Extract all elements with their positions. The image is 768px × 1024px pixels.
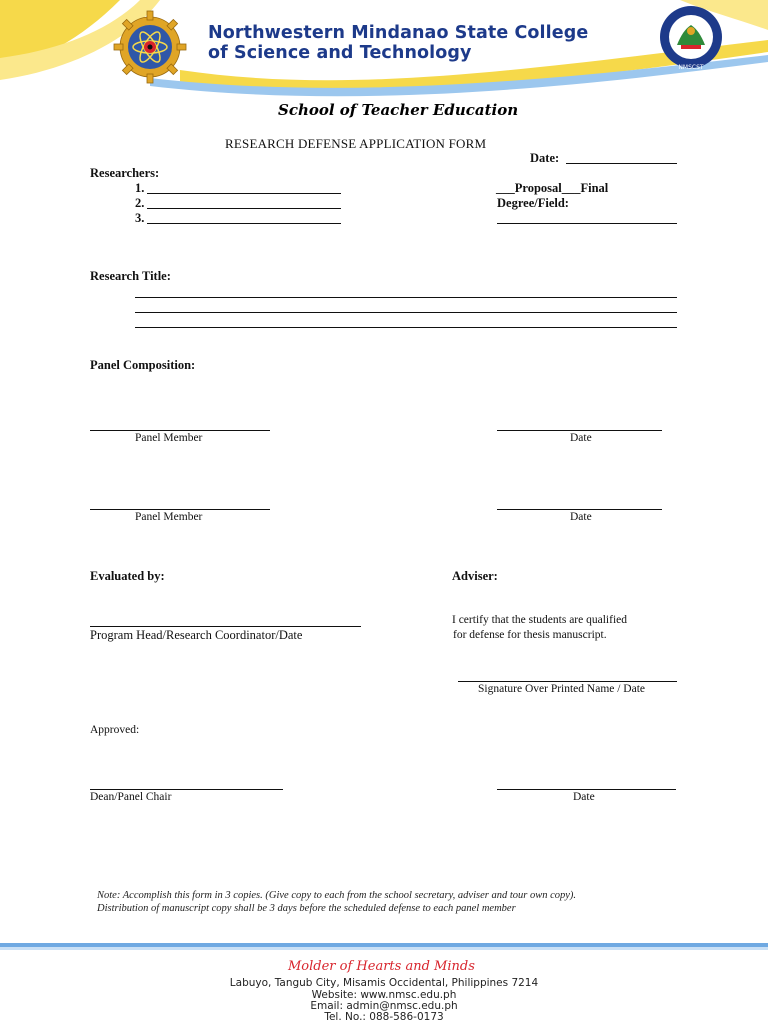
form-title: RESEARCH DEFENSE APPLICATION FORM [225, 136, 487, 151]
panel-composition-label: Panel Composition: [90, 358, 196, 372]
footer-divider-light [0, 947, 768, 950]
college-name-line1: Northwestern Mindanao State College [208, 23, 589, 43]
school-name: School of Teacher Education [278, 101, 519, 119]
approved-label: Approved: [90, 724, 140, 736]
researcher-1-line[interactable] [147, 193, 341, 194]
certify-text-line1: I certify that the students are qualified [452, 614, 627, 626]
panel-member-caption: Panel Member [135, 511, 203, 523]
researchers-label: Researchers: [90, 166, 160, 180]
footer-email[interactable]: Email: admin@nmsc.edu.ph [310, 1000, 458, 1012]
dean-caption: Dean/Panel Chair [90, 791, 172, 803]
panel-member-1-date-line[interactable] [497, 430, 662, 431]
date-label: Date: [530, 151, 560, 165]
footer-website[interactable]: Website: www.nmsc.edu.ph [311, 989, 457, 1001]
footer-tel: Tel. No.: 088-586-0173 [324, 1011, 444, 1023]
researcher-number: 3. [135, 211, 145, 225]
certify-text-line2: for defense for thesis manuscript. [453, 629, 607, 641]
note-line2: Distribution of manuscript copy shall be 3 days before the scheduled defense to each panel member [97, 903, 516, 914]
date-caption: Date [573, 791, 595, 803]
college-name-line2: of Science and Technology [208, 43, 472, 63]
researcher-number: 2. [135, 196, 145, 210]
school-education-logo [651, 5, 731, 73]
research-title-line-1[interactable] [135, 297, 677, 298]
date-caption: Date [570, 432, 592, 444]
degree-field-label: Degree/Field: [497, 196, 569, 210]
panel-member-2-date-line[interactable] [497, 509, 662, 510]
adviser-label: Adviser: [452, 569, 498, 583]
panel-member-1-line[interactable] [90, 430, 270, 431]
dean-date-line[interactable] [497, 789, 676, 790]
logo-bottom-text: NMSCST [678, 64, 704, 71]
research-title-label: Research Title: [90, 269, 171, 283]
adviser-signature-line[interactable] [458, 681, 677, 682]
degree-field-line[interactable] [497, 223, 677, 224]
college-seal-logo [113, 10, 187, 84]
date-caption: Date [570, 511, 592, 523]
researcher-3-line[interactable] [147, 223, 341, 224]
signature-caption: Signature Over Printed Name / Date [478, 683, 646, 695]
researcher-2-line[interactable] [147, 208, 341, 209]
research-title-line-2[interactable] [135, 312, 677, 313]
program-head-caption: Program Head/Research Coordinator/Date [90, 628, 303, 642]
panel-member-caption: Panel Member [135, 432, 203, 444]
footer-address: Labuyo, Tangub City, Misamis Occidental, Philippines 7214 [229, 977, 539, 989]
evaluated-by-label: Evaluated by: [90, 569, 165, 583]
panel-member-2-line[interactable] [90, 509, 270, 510]
footer-motto: Molder of Hearts and Minds [288, 959, 475, 974]
program-head-line[interactable] [90, 626, 361, 627]
dean-signature-line[interactable] [90, 789, 283, 790]
date-line[interactable] [566, 163, 677, 164]
researcher-number: 1. [135, 181, 145, 195]
note-line1: Note: Accomplish this form in 3 copies. (Give copy to each from the school secretary, adviser and tour own copy). [97, 890, 577, 901]
proposal-final-label: ___Proposal___Final [496, 181, 609, 195]
research-title-line-3[interactable] [135, 327, 677, 328]
